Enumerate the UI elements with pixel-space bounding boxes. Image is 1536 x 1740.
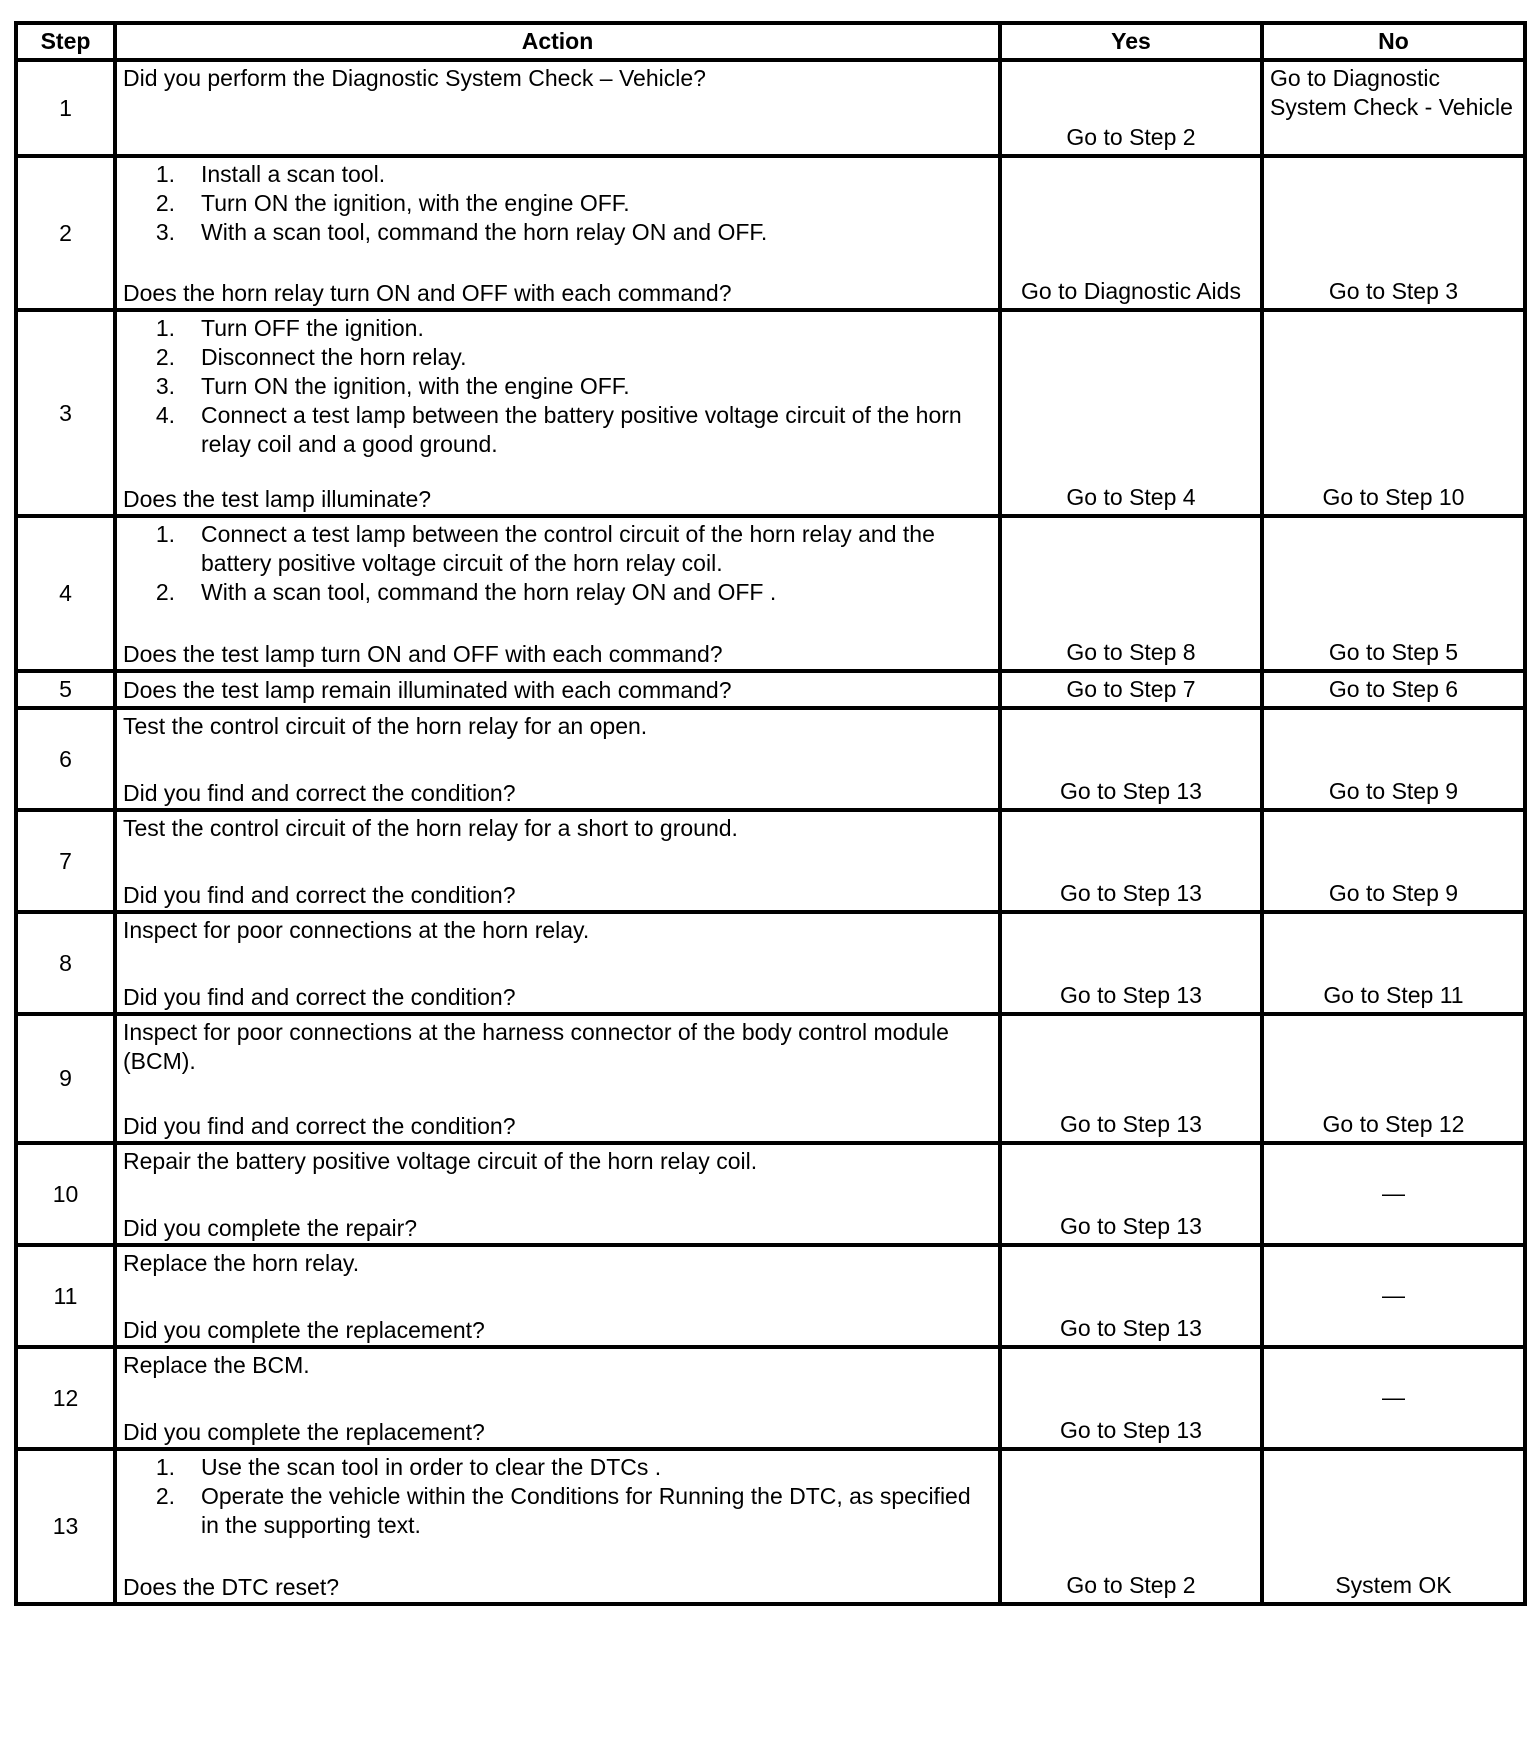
yes-outcome: Go to Step 2 <box>1000 60 1262 156</box>
procedure-item <box>123 189 992 218</box>
action-content <box>123 712 992 808</box>
procedure-number: 2. <box>155 1483 175 1509</box>
table-row <box>16 1347 1525 1449</box>
no-outcome: — <box>1262 1143 1525 1245</box>
step-number: 10 <box>16 1143 115 1245</box>
step-number: 11 <box>16 1245 115 1347</box>
action-cell <box>115 1347 1000 1449</box>
procedure-item <box>123 1453 992 1482</box>
no-outcome: Go to Step 3 <box>1262 156 1525 310</box>
header-no: No <box>1262 23 1525 60</box>
procedure-number: 2. <box>155 579 175 605</box>
no-outcome: — <box>1262 1347 1525 1449</box>
action-content <box>123 160 992 308</box>
header-yes: Yes <box>1000 23 1262 60</box>
yes-outcome: Go to Step 13 <box>1000 1245 1262 1347</box>
action-instructions <box>123 314 992 459</box>
yes-outcome: Go to Step 4 <box>1000 310 1262 516</box>
yes-outcome: Go to Diagnostic Aids <box>1000 156 1262 310</box>
procedure-text: Turn OFF the ignition. <box>201 315 424 341</box>
no-outcome: Go to Step 10 <box>1262 310 1525 516</box>
table-row <box>16 912 1525 1014</box>
procedure-item <box>123 1482 992 1540</box>
yes-outcome: Go to Step 13 <box>1000 1143 1262 1245</box>
procedure-item <box>123 401 992 459</box>
step-number: 4 <box>16 516 115 671</box>
action-intro: Inspect for poor connections at the harness connector of the body control module (BCM). <box>123 1019 949 1074</box>
action-cell <box>115 310 1000 516</box>
table-row <box>16 1245 1525 1347</box>
procedure-item <box>123 343 992 372</box>
action-cell <box>115 60 1000 156</box>
action-instructions <box>123 1351 992 1380</box>
diagnostic-table <box>14 21 1527 1606</box>
no-outcome: Go to Step 5 <box>1262 516 1525 671</box>
action-cell <box>115 810 1000 912</box>
procedure-number: 2. <box>155 344 175 370</box>
no-outcome: — <box>1262 1245 1525 1347</box>
procedure-number: 3. <box>155 219 175 245</box>
procedure-number: 1. <box>155 315 175 341</box>
procedure-text: With a scan tool, command the horn relay ON and OFF. <box>201 219 768 245</box>
action-question: Does the horn relay turn ON and OFF with each command? <box>123 280 732 306</box>
procedure-text: Operate the vehicle within the Conditions for Running the DTC, as specified in the supporting text. <box>201 1483 971 1538</box>
action-content <box>123 916 992 1012</box>
action-content <box>123 814 992 910</box>
action-intro: Replace the horn relay. <box>123 1250 360 1276</box>
action-instructions <box>123 916 992 945</box>
no-outcome: Go to Step 9 <box>1262 810 1525 912</box>
yes-outcome: Go to Step 13 <box>1000 1347 1262 1449</box>
step-number: 12 <box>16 1347 115 1449</box>
procedure-text: Connect a test lamp between the battery positive voltage circuit of the horn relay coil and a good ground. <box>201 402 962 457</box>
procedure-number: 1. <box>155 1454 175 1480</box>
table-row <box>16 516 1525 671</box>
action-question: Did you find and correct the condition? <box>123 882 516 908</box>
no-outcome: Go to Diagnostic System Check - Vehicle <box>1262 60 1525 156</box>
procedure-list <box>123 520 992 607</box>
procedure-item <box>123 160 992 189</box>
action-cell <box>115 912 1000 1014</box>
no-outcome: Go to Step 11 <box>1262 912 1525 1014</box>
action-instructions <box>123 160 992 247</box>
procedure-number: 3. <box>155 373 175 399</box>
action-question: Did you complete the replacement? <box>123 1419 485 1445</box>
step-number: 6 <box>16 708 115 810</box>
procedure-item <box>123 218 992 247</box>
action-instructions <box>123 814 992 843</box>
action-content <box>123 1249 992 1345</box>
yes-outcome: Go to Step 13 <box>1000 912 1262 1014</box>
procedure-item <box>123 520 992 578</box>
action-instructions <box>123 520 992 607</box>
step-number: 1 <box>16 60 115 156</box>
step-number: 5 <box>16 671 115 708</box>
action-intro: Test the control circuit of the horn relay for an open. <box>123 713 648 739</box>
action-question: Does the DTC reset? <box>123 1574 340 1600</box>
procedure-item <box>123 578 992 607</box>
yes-outcome: Go to Step 8 <box>1000 516 1262 671</box>
action-intro: Test the control circuit of the horn relay for a short to ground. <box>123 815 738 841</box>
step-number: 3 <box>16 310 115 516</box>
procedure-number: 2. <box>155 190 175 216</box>
action-instructions <box>123 1249 992 1278</box>
action-question: Does the test lamp illuminate? <box>123 486 432 512</box>
action-content <box>123 64 992 154</box>
procedure-list <box>123 160 992 247</box>
action-question: Did you complete the repair? <box>123 1215 418 1241</box>
action-question: Did you complete the replacement? <box>123 1317 485 1343</box>
procedure-number: 1. <box>155 521 175 547</box>
table-row <box>16 1143 1525 1245</box>
procedure-text: Turn ON the ignition, with the engine OFF. <box>201 190 630 216</box>
action-question: Did you find and correct the condition? <box>123 1113 516 1139</box>
action-cell <box>115 1014 1000 1143</box>
yes-outcome: Go to Step 7 <box>1000 671 1262 708</box>
header-step: Step <box>16 23 115 60</box>
action-cell <box>115 516 1000 671</box>
table-row <box>16 156 1525 310</box>
procedure-text: Install a scan tool. <box>201 161 386 187</box>
procedure-text: With a scan tool, command the horn relay ON and OFF . <box>201 579 777 605</box>
no-outcome: System OK <box>1262 1449 1525 1604</box>
action-intro: Did you perform the Diagnostic System Check – Vehicle? <box>123 65 706 91</box>
yes-outcome: Go to Step 2 <box>1000 1449 1262 1604</box>
no-outcome: Go to Step 12 <box>1262 1014 1525 1143</box>
action-cell <box>115 708 1000 810</box>
header-action: Action <box>115 23 1000 60</box>
action-content <box>123 314 992 514</box>
action-question: Did you find and correct the condition? <box>123 780 516 806</box>
action-cell <box>115 671 1000 708</box>
table-row <box>16 1014 1525 1143</box>
step-number: 2 <box>16 156 115 310</box>
procedure-text: Connect a test lamp between the control circuit of the horn relay and the battery positive voltage circuit of the horn relay coil. <box>201 521 935 576</box>
action-question: Does the test lamp remain illuminated with each command? <box>123 677 732 703</box>
action-content <box>123 1351 992 1447</box>
procedure-text: Use the scan tool in order to clear the DTCs . <box>201 1454 662 1480</box>
table-row <box>16 708 1525 810</box>
procedure-item <box>123 314 992 343</box>
step-number: 13 <box>16 1449 115 1604</box>
action-intro: Replace the BCM. <box>123 1352 310 1378</box>
table-row <box>16 60 1525 156</box>
action-instructions <box>123 64 992 93</box>
action-intro: Repair the battery positive voltage circuit of the horn relay coil. <box>123 1148 758 1174</box>
step-number: 8 <box>16 912 115 1014</box>
table-row <box>16 671 1525 708</box>
yes-outcome: Go to Step 13 <box>1000 708 1262 810</box>
action-instructions <box>123 712 992 741</box>
action-cell <box>115 1143 1000 1245</box>
procedure-text: Disconnect the horn relay. <box>201 344 467 370</box>
procedure-number: 1. <box>155 161 175 187</box>
action-question: Did you find and correct the condition? <box>123 984 516 1010</box>
action-content <box>123 520 992 669</box>
header-row <box>16 23 1525 60</box>
action-cell <box>115 1245 1000 1347</box>
procedure-number: 4. <box>155 402 175 428</box>
action-instructions <box>123 1147 992 1176</box>
step-number: 9 <box>16 1014 115 1143</box>
action-content <box>123 1147 992 1243</box>
action-instructions <box>123 1453 992 1540</box>
action-question: Does the test lamp turn ON and OFF with each command? <box>123 641 723 667</box>
no-outcome: Go to Step 6 <box>1262 671 1525 708</box>
procedure-list <box>123 314 992 459</box>
table-row <box>16 810 1525 912</box>
action-content <box>123 1453 992 1602</box>
table-row <box>16 310 1525 516</box>
action-content <box>123 1018 992 1141</box>
no-outcome: Go to Step 9 <box>1262 708 1525 810</box>
table-row <box>16 1449 1525 1604</box>
step-number: 7 <box>16 810 115 912</box>
action-intro: Inspect for poor connections at the horn relay. <box>123 917 590 943</box>
yes-outcome: Go to Step 13 <box>1000 810 1262 912</box>
action-instructions <box>123 1018 992 1076</box>
action-cell <box>115 156 1000 310</box>
procedure-text: Turn ON the ignition, with the engine OFF. <box>201 373 630 399</box>
yes-outcome: Go to Step 13 <box>1000 1014 1262 1143</box>
action-content <box>123 676 992 705</box>
action-cell <box>115 1449 1000 1604</box>
procedure-item <box>123 372 992 401</box>
procedure-list <box>123 1453 992 1540</box>
